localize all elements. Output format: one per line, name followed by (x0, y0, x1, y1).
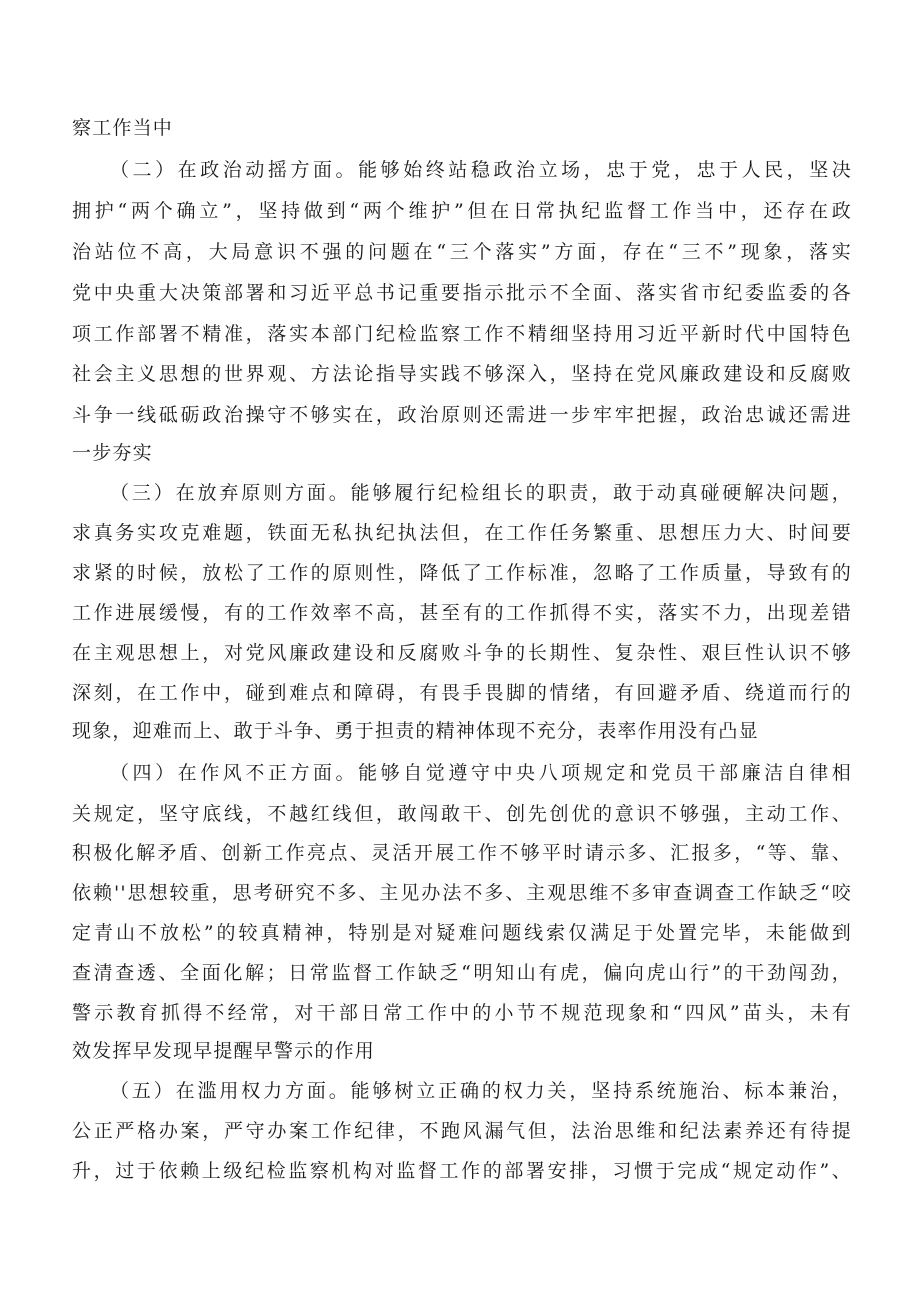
text-line: 党中央重大决策部署和习近平总书记重要指示批示不全面、落实省市纪委监委的各 (72, 282, 852, 304)
text-line: 拥护“两个确立”，坚持做到“两个维护”但在日常执纪监督工作当中，还存在政 (72, 200, 852, 222)
text-line: 查清查透、全面化解；日常监督工作缺乏“明知山有虎，偏向虎山行”的干劲闯劲， (72, 962, 852, 984)
text-line: （二）在政治动摇方面。能够始终站稳政治立场，忠于党，忠于人民，坚决 (110, 159, 852, 181)
text-line: 社会主义思想的世界观、方法论指导实践不够深入，坚持在党风廉政建设和反腐败 (72, 363, 852, 385)
text-line: 公正严格办案，严守办案工作纪律，不跑风漏气但，法治思维和纪法素养还有待提 (72, 1120, 852, 1142)
text-line: 察工作当中 (72, 117, 174, 139)
text-line: 警示教育抓得不经常，对干部日常工作中的小节不规范现象和“四风”苗头，未有 (72, 1002, 852, 1024)
text-line: 在主观思想上，对党风廉政建设和反腐败斗争的长期性、复杂性、艰巨性认识不够 (72, 642, 852, 664)
text-line: 现象，迎难而上、敢于斗争、勇于担责的精神体现不充分，表率作用没有凸显 (72, 720, 759, 742)
text-line: （五）在滥用权力方面。能够树立正确的权力关，坚持系统施治、标本兼治， (110, 1080, 852, 1102)
text-line: 定青山不放松”的较真精神，特别是对疑难问题线索仅满足于处置完毕，未能做到 (72, 922, 852, 944)
text-line: 关规定，坚守底线，不越红线但，敢闯敢干、创先创优的意识不够强，主动工作、 (72, 803, 852, 825)
text-line: 深刻，在工作中，碰到难点和障碍，有畏手畏脚的情绪，有回避矛盾、绕道而行的 (72, 682, 852, 704)
text-line: 治站位不高，大局意识不强的问题在“三个落实”方面，存在“三不”现象，落实 (72, 241, 852, 263)
text-line: 求真务实攻克难题，铁面无私执纪执法但，在工作任务繁重、思想压力大、时间要 (72, 522, 852, 544)
text-line: 升，过于依赖上级纪检监察机构对监督工作的部署安排，习惯于完成“规定动作”、 (72, 1160, 852, 1182)
text-line: 斗争一线砥砺政治操守不够实在，政治原则还需进一步牢牢把握，政治忠诚还需进 (72, 404, 852, 426)
text-line: 效发挥早发现早提醒早警示的作用 (72, 1040, 376, 1062)
text-line: （四）在作风不正方面。能够自觉遵守中央八项规定和党员干部廉洁自律相 (110, 762, 852, 784)
text-line: 依赖''思想较重，思考研究不多、主见办法不多、主观思维不多审查调查工作缺乏“咬 (72, 882, 852, 904)
text-line: 积极化解矛盾、创新工作亮点、灵活开展工作不够平时请示多、汇报多，“等、靠、 (72, 842, 852, 864)
text-line: （三）在放弃原则方面。能够履行纪检组长的职责，敢于动真碰硬解决问题， (110, 482, 852, 504)
text-line: 一步夯实 (72, 442, 153, 464)
text-line: 项工作部署不精准，落实本部门纪检监察工作不精细坚持用习近平新时代中国特色 (72, 323, 852, 345)
text-line: 工作进展缓慢，有的工作效率不高，甚至有的工作抓得不实，落实不力，出现差错 (72, 602, 852, 624)
text-line: 求紧的时候，放松了工作的原则性，降低了工作标准，忽略了工作质量，导致有的 (72, 562, 852, 584)
